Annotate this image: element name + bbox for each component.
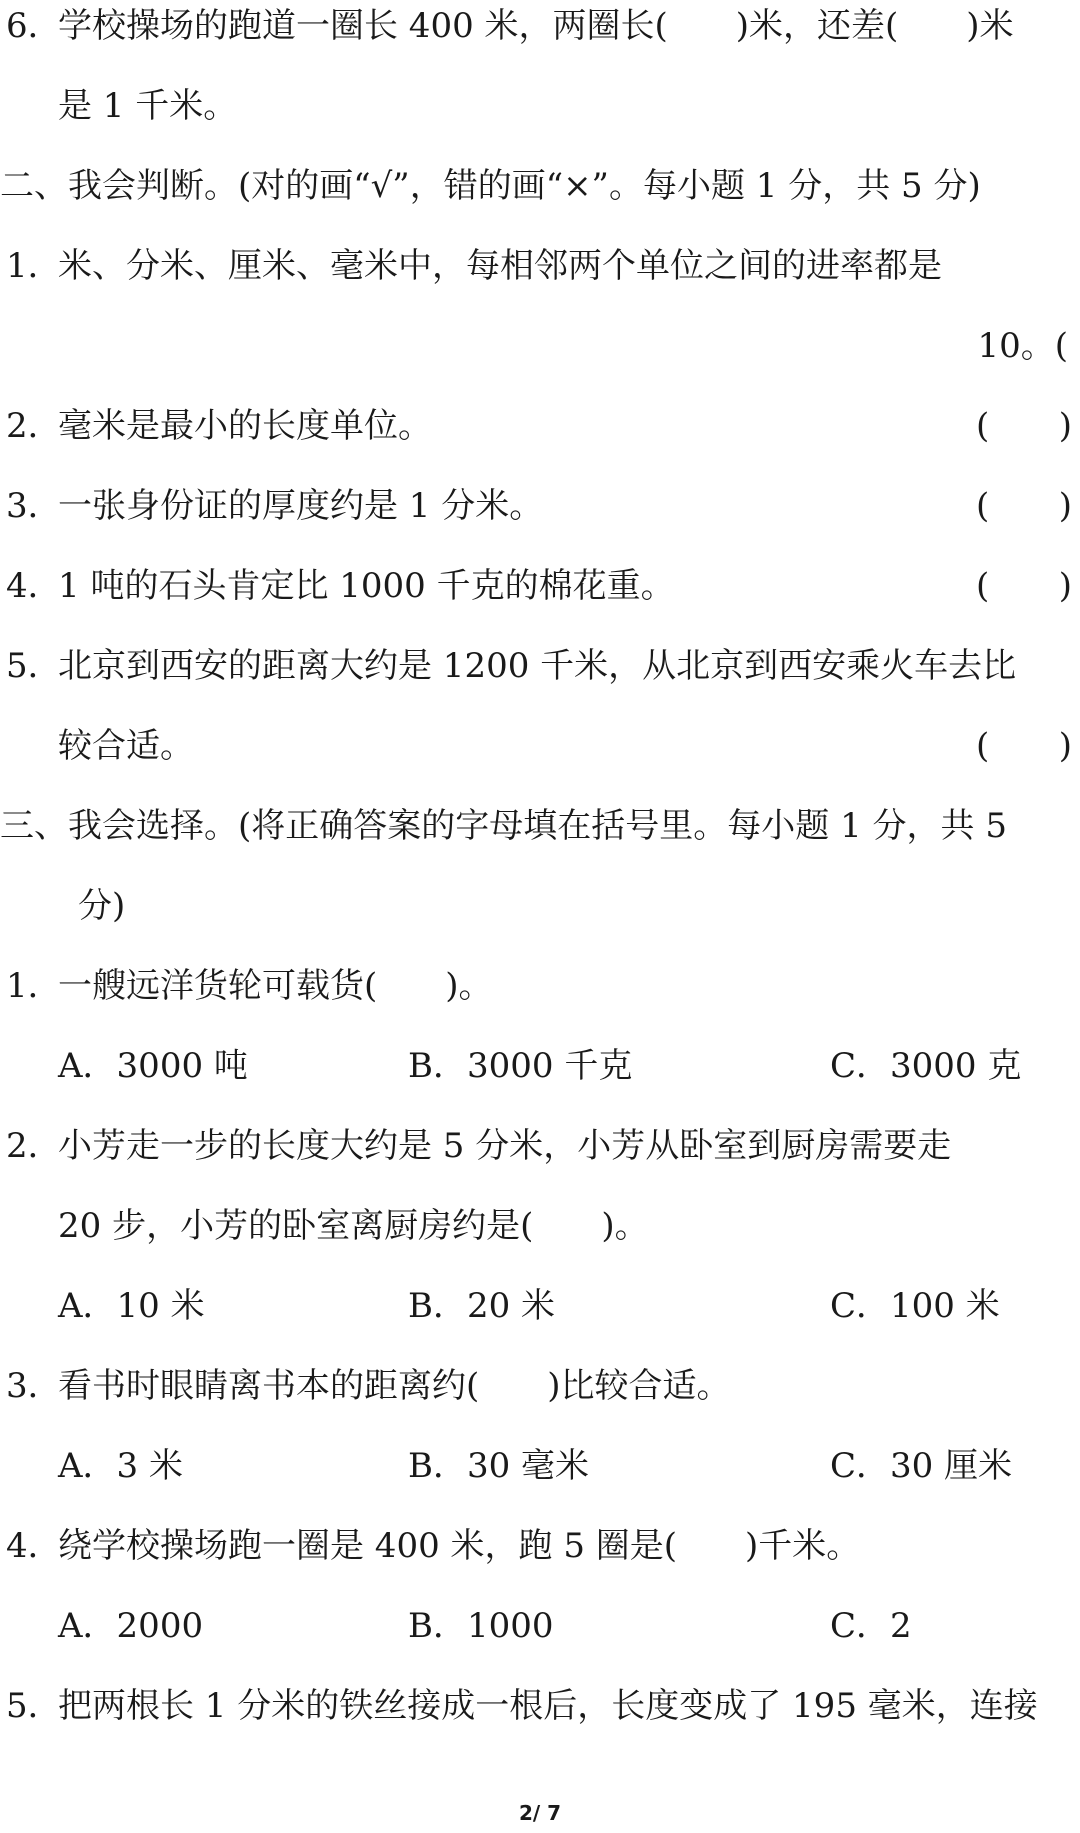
- option-c[interactable]: C．3000 克: [830, 1046, 1022, 1086]
- answer-bracket[interactable]: ( ): [976, 726, 1072, 766]
- judge-item-5-continuation: [0, 718, 1080, 774]
- question-text-continuation: 是 1 千米。: [58, 86, 238, 126]
- answer-bracket[interactable]: ( ): [976, 406, 1072, 446]
- question-number: 2．: [6, 406, 62, 446]
- judge-item-4: [0, 558, 1080, 614]
- question-text: 看书时眼睛离书本的距离约( )比较合适。: [58, 1366, 731, 1406]
- question-text: 小芳走一步的长度大约是 5 分米，小芳从卧室到厨房需要走: [58, 1126, 952, 1166]
- question-number: 5．: [6, 646, 62, 686]
- choice-item-1-options: [0, 1038, 1080, 1094]
- section-heading: 三、我会选择。(将正确答案的字母填在括号里。每小题 1 分，共 5: [0, 806, 1007, 846]
- fill-question-6: [0, 0, 1080, 54]
- question-number: 6．: [6, 6, 62, 46]
- question-text: 把两根长 1 分米的铁丝接成一根后，长度变成了 195 毫米，连接: [58, 1686, 1038, 1726]
- judge-item-1-continuation: [0, 318, 1080, 374]
- question-number: 1．: [6, 966, 62, 1006]
- option-b[interactable]: B．3000 千克: [408, 1046, 633, 1086]
- question-text-continuation: 20 步，小芳的卧室离厨房约是( )。: [58, 1206, 649, 1246]
- choice-item-2-continuation: [0, 1198, 1080, 1254]
- page-number: 2/ 7: [518, 1801, 562, 1825]
- section-choose-heading: [0, 798, 1080, 854]
- option-a[interactable]: A．2000: [58, 1606, 204, 1646]
- judge-item-1: [0, 238, 1080, 294]
- question-text: 一张身份证的厚度约是 1 分米。: [58, 486, 544, 526]
- option-a[interactable]: A．3000 吨: [58, 1046, 248, 1086]
- question-number: 5．: [6, 1686, 62, 1726]
- choice-item-4-options: [0, 1598, 1080, 1654]
- section-choose-heading-continuation: [0, 878, 1080, 934]
- option-b[interactable]: B．20 米: [408, 1286, 556, 1326]
- question-text: 绕学校操场跑一圈是 400 米，跑 5 圈是( )千米。: [58, 1526, 861, 1566]
- choice-item-3-options: [0, 1438, 1080, 1494]
- question-number: 2．: [6, 1126, 62, 1166]
- question-number: 4．: [6, 1526, 62, 1566]
- option-c[interactable]: C．30 厘米: [830, 1446, 1013, 1486]
- question-text: 学校操场的跑道一圈长 400 米，两圈长( )米，还差( )米: [58, 6, 1014, 46]
- judge-item-5: [0, 638, 1080, 694]
- fill-question-6-continuation: [0, 78, 1080, 134]
- judge-item-3: [0, 478, 1080, 534]
- option-c[interactable]: C．100 米: [830, 1286, 1000, 1326]
- answer-bracket[interactable]: ( ): [976, 566, 1072, 606]
- option-b[interactable]: B．1000: [408, 1606, 554, 1646]
- question-text: 米、分米、厘米、毫米中，每相邻两个单位之间的进率都是: [58, 246, 942, 286]
- question-number: 1．: [6, 246, 62, 286]
- option-c[interactable]: C．2: [830, 1606, 912, 1646]
- question-text: 一艘远洋货轮可载货( )。: [58, 966, 493, 1006]
- question-text: 毫米是最小的长度单位。: [58, 406, 432, 446]
- answer-bracket[interactable]: ( ): [976, 486, 1072, 526]
- option-b[interactable]: B．30 毫米: [408, 1446, 590, 1486]
- choice-item-3: [0, 1358, 1080, 1414]
- question-text-continuation: 10。(: [977, 326, 1068, 366]
- choice-item-4: [0, 1518, 1080, 1574]
- option-a[interactable]: A．3 米: [58, 1446, 183, 1486]
- question-text: 1 吨的石头肯定比 1000 千克的棉花重。: [58, 566, 675, 606]
- judge-item-2: [0, 398, 1080, 454]
- question-number: 4．: [6, 566, 62, 606]
- section-heading: 二、我会判断。(对的画“√”，错的画“×”。每小题 1 分，共 5 分): [0, 166, 981, 206]
- question-text: 北京到西安的距离大约是 1200 千米，从北京到西安乘火车去比: [58, 646, 1017, 686]
- option-a[interactable]: A．10 米: [58, 1286, 205, 1326]
- choice-item-5: [0, 1678, 1080, 1734]
- section-judge-heading: [0, 158, 1080, 214]
- question-number: 3．: [6, 1366, 62, 1406]
- choice-item-2: [0, 1118, 1080, 1174]
- question-number: 3．: [6, 486, 62, 526]
- question-text-continuation: 较合适。: [58, 726, 194, 766]
- choice-item-1: [0, 958, 1080, 1014]
- choice-item-2-options: [0, 1278, 1080, 1334]
- section-heading-continuation: 分): [78, 886, 126, 926]
